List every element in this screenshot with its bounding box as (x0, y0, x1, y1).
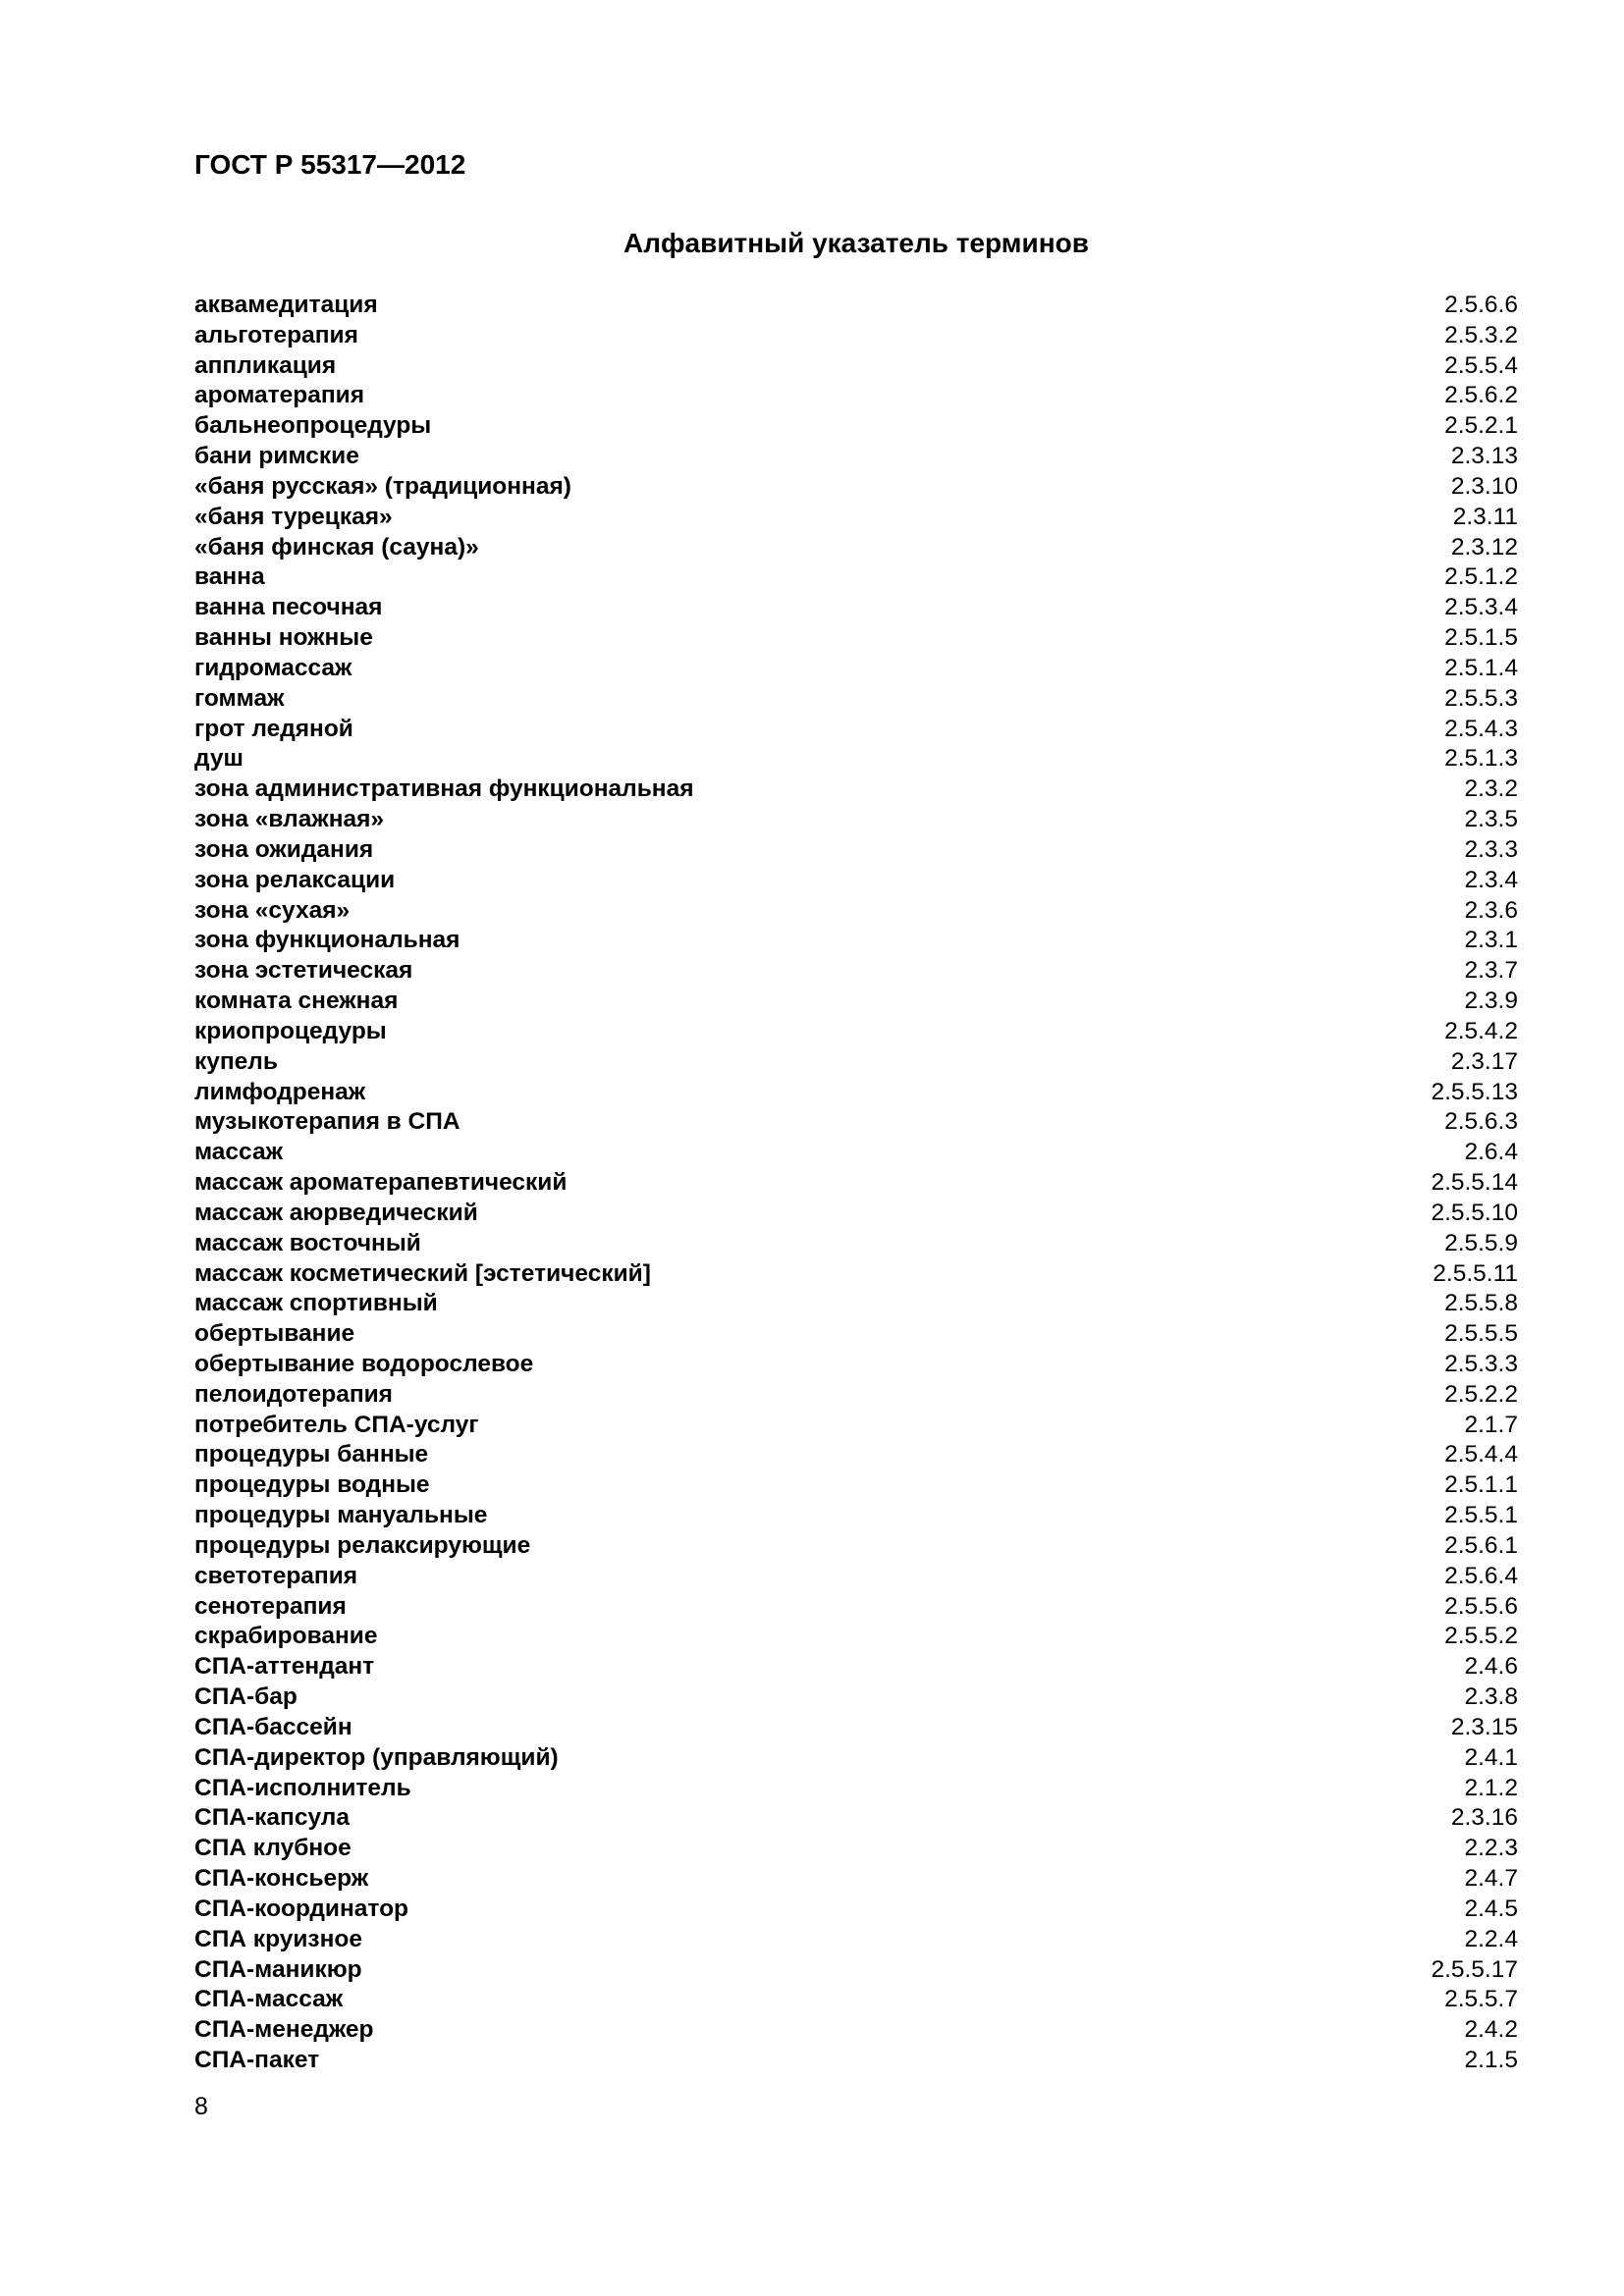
index-entry (194, 1411, 1518, 1441)
index-reference: 2.5.5.14 (1431, 1169, 1518, 1197)
index-entry (194, 321, 1518, 351)
index-entry (194, 411, 1518, 442)
index-reference: 2.5.5.11 (1433, 1259, 1518, 1287)
index-term: душ (194, 745, 244, 773)
index-reference: 2.5.1.1 (1444, 1471, 1518, 1499)
index-reference: 2.2.4 (1464, 1925, 1518, 1952)
index-reference: 2.5.5.3 (1444, 684, 1518, 712)
index-term: аквамедитация (194, 292, 378, 318)
index-term: зона «влажная» (194, 806, 385, 833)
index-term: зона административная функциональная (194, 775, 694, 803)
index-entry (194, 744, 1518, 774)
index-entry (194, 835, 1518, 866)
index-entry (194, 1017, 1518, 1047)
index-reference: 2.5.4.4 (1444, 1441, 1518, 1468)
index-reference: 2.3.1 (1464, 927, 1518, 954)
index-term: СПА-капсула (194, 1804, 350, 1832)
index-reference: 2.5.6.2 (1444, 382, 1518, 409)
index-entry (194, 1985, 1518, 2015)
index-term: музыкотерапия в СПА (194, 1108, 460, 1136)
index-entry (194, 684, 1518, 715)
index-term: СПА круизное (194, 1925, 362, 1952)
index-term: «баня финская (сауна)» (194, 533, 479, 561)
index-reference: 2.4.7 (1464, 1865, 1518, 1893)
index-entry (194, 1652, 1518, 1682)
index-reference: 2.5.1.2 (1444, 563, 1518, 591)
index-term: бани римские (194, 443, 359, 470)
index-entry (194, 472, 1518, 503)
index-reference: 2.3.5 (1464, 806, 1518, 833)
index-term: СПА-координатор (194, 1895, 409, 1922)
index-term: криопроцедуры (194, 1017, 387, 1044)
index-reference: 2.3.15 (1450, 1713, 1518, 1740)
index-entry (194, 1350, 1518, 1380)
index-reference: 2.3.17 (1450, 1047, 1518, 1075)
index-entry (194, 2046, 1518, 2076)
index-term: СПА-массаж (194, 1986, 344, 2013)
index-reference: 2.5.3.4 (1444, 594, 1518, 621)
index-reference: 2.2.3 (1464, 1835, 1518, 1862)
index-term: зона релаксации (194, 866, 396, 893)
index-term: светотерапия (194, 1562, 358, 1589)
index-entry (194, 1925, 1518, 1955)
index-reference: 2.3.9 (1464, 988, 1518, 1015)
index-reference: 2.6.4 (1464, 1139, 1518, 1166)
index-reference: 2.5.5.2 (1444, 1623, 1518, 1650)
index-reference: 2.3.4 (1464, 866, 1518, 893)
index-entry (194, 503, 1518, 533)
index-term: СПА-бассейн (194, 1713, 352, 1740)
index-entry (194, 1259, 1518, 1290)
index-entry (194, 1864, 1518, 1895)
index-term: СПА-менеджер (194, 2016, 374, 2044)
index-entry (194, 1955, 1518, 1986)
index-term: гидромассаж (194, 654, 352, 681)
index-entry (194, 774, 1518, 805)
index-term: СПА-директор (управляющий) (194, 1743, 559, 1771)
index-term: пелоидотерапия (194, 1380, 393, 1408)
index-entry (194, 1470, 1518, 1501)
index-reference: 2.5.6.6 (1444, 292, 1518, 318)
index-entry (194, 926, 1518, 956)
index-reference: 2.5.4.2 (1444, 1017, 1518, 1044)
index-term: массаж спортивный (194, 1290, 438, 1317)
index-reference: 2.3.16 (1450, 1804, 1518, 1832)
index-term: СПА-консьерж (194, 1865, 369, 1893)
index-entry (194, 1440, 1518, 1470)
index-reference: 2.5.4.3 (1444, 715, 1518, 742)
index-term: зона «сухая» (194, 896, 351, 924)
index-entry (194, 1229, 1518, 1259)
index-reference: 2.5.3.2 (1444, 321, 1518, 348)
index-term: бальнеопроцедуры (194, 412, 432, 440)
index-entry (194, 2015, 1518, 2046)
index-reference: 2.3.3 (1464, 835, 1518, 863)
index-term: альготерапия (194, 321, 358, 348)
index-term: ванна песочная (194, 594, 383, 621)
index-entry (194, 623, 1518, 654)
index-reference: 2.5.5.10 (1431, 1199, 1518, 1226)
index-term: СПА-аттендант (194, 1653, 375, 1681)
index-reference: 2.3.6 (1464, 896, 1518, 924)
index-term: купель (194, 1047, 278, 1075)
index-reference: 2.4.1 (1464, 1743, 1518, 1771)
index-entry (194, 562, 1518, 593)
index-term: СПА-маникюр (194, 1955, 362, 1983)
term-index-list (194, 291, 1518, 2076)
index-reference: 2.1.2 (1464, 1774, 1518, 1801)
index-entry (194, 987, 1518, 1017)
index-term: процедуры релаксирующие (194, 1531, 531, 1559)
index-entry (194, 1047, 1518, 1078)
index-entry (194, 654, 1518, 684)
index-entry (194, 896, 1518, 927)
index-term: зона функциональная (194, 927, 460, 954)
document-code: ГОСТ Р 55317—2012 (194, 149, 466, 180)
index-entry (194, 1682, 1518, 1713)
index-reference: 2.5.5.13 (1431, 1078, 1518, 1105)
index-term: СПА клубное (194, 1835, 352, 1862)
index-term: «баня русская» (традиционная) (194, 472, 571, 500)
index-term: обертывание водорослевое (194, 1350, 534, 1377)
index-reference: 2.5.2.2 (1444, 1380, 1518, 1408)
index-reference: 2.1.5 (1464, 2047, 1518, 2074)
index-term: гоммаж (194, 684, 285, 712)
index-entry (194, 1107, 1518, 1138)
index-entry (194, 1713, 1518, 1743)
index-reference: 2.5.6.4 (1444, 1562, 1518, 1589)
index-term: СПА-бар (194, 1683, 298, 1711)
index-reference: 2.5.1.5 (1444, 624, 1518, 652)
index-reference: 2.5.6.3 (1444, 1108, 1518, 1136)
index-entry (194, 956, 1518, 987)
index-entry (194, 381, 1518, 411)
index-reference: 2.5.5.8 (1444, 1290, 1518, 1317)
index-entry (194, 1380, 1518, 1411)
index-entry (194, 1895, 1518, 1925)
index-term: потребитель СПА-услуг (194, 1411, 479, 1438)
index-term: аппликация (194, 351, 337, 379)
index-reference: 2.5.5.6 (1444, 1592, 1518, 1620)
index-reference: 2.5.5.4 (1444, 351, 1518, 379)
index-term: СПА-пакет (194, 2047, 320, 2074)
index-reference: 2.5.5.7 (1444, 1986, 1518, 2013)
index-entry (194, 1501, 1518, 1531)
index-reference: 2.5.1.3 (1444, 745, 1518, 773)
index-entry (194, 533, 1518, 563)
index-term: сенотерапия (194, 1592, 347, 1620)
index-entry (194, 1562, 1518, 1592)
index-reference: 2.3.8 (1464, 1683, 1518, 1711)
index-term: скрабирование (194, 1623, 378, 1650)
index-entry (194, 805, 1518, 835)
index-term: грот ледяной (194, 715, 353, 742)
index-term: массаж косметический [эстетический] (194, 1259, 651, 1287)
index-term: процедуры мануальные (194, 1502, 488, 1529)
index-entry (194, 715, 1518, 745)
index-entry (194, 1138, 1518, 1168)
index-reference: 2.1.7 (1464, 1411, 1518, 1438)
index-reference: 2.5.5.5 (1444, 1320, 1518, 1348)
index-reference: 2.5.1.4 (1444, 654, 1518, 681)
index-entry (194, 866, 1518, 896)
index-reference: 2.5.6.1 (1444, 1531, 1518, 1559)
index-term: процедуры водные (194, 1471, 430, 1499)
page-number: 8 (194, 2093, 208, 2120)
index-entry (194, 1531, 1518, 1562)
index-reference: 2.4.6 (1464, 1653, 1518, 1681)
index-entry (194, 593, 1518, 623)
index-term: ванна (194, 563, 265, 591)
index-term: массаж аюрведический (194, 1199, 478, 1226)
index-term: массаж ароматерапевтический (194, 1169, 568, 1197)
index-entry (194, 1199, 1518, 1229)
index-reference: 2.4.5 (1464, 1895, 1518, 1922)
index-term: процедуры банные (194, 1441, 429, 1468)
index-reference: 2.5.5.17 (1431, 1955, 1518, 1983)
index-entry (194, 1078, 1518, 1108)
index-term: «баня турецкая» (194, 503, 393, 530)
index-reference: 2.3.12 (1450, 533, 1518, 561)
index-reference: 2.5.5.9 (1444, 1229, 1518, 1256)
index-entry (194, 1289, 1518, 1319)
index-entry (194, 1592, 1518, 1623)
index-reference: 2.5.5.1 (1444, 1502, 1518, 1529)
index-reference: 2.3.10 (1450, 472, 1518, 500)
index-entry (194, 291, 1518, 321)
index-term: зона эстетическая (194, 957, 413, 985)
index-title: Алфавитный указатель терминов (623, 228, 1089, 258)
index-reference: 2.3.7 (1464, 957, 1518, 985)
index-term: зона ожидания (194, 835, 374, 863)
index-reference: 2.3.13 (1450, 443, 1518, 470)
index-entry (194, 442, 1518, 472)
index-term: ароматерапия (194, 382, 365, 409)
index-entry (194, 1743, 1518, 1774)
index-entry (194, 1803, 1518, 1834)
index-entry (194, 1774, 1518, 1804)
index-reference: 2.4.2 (1464, 2016, 1518, 2044)
index-term: массаж (194, 1139, 283, 1166)
index-entry (194, 1834, 1518, 1864)
index-term: СПА-исполнитель (194, 1774, 411, 1801)
index-entry (194, 351, 1518, 382)
index-entry (194, 1622, 1518, 1652)
index-term: обертывание (194, 1320, 355, 1348)
index-term: комната снежная (194, 988, 399, 1015)
index-reference: 2.3.11 (1452, 503, 1518, 530)
index-reference: 2.5.3.3 (1444, 1350, 1518, 1377)
index-entry (194, 1319, 1518, 1350)
index-entry (194, 1168, 1518, 1199)
index-term: массаж восточный (194, 1229, 421, 1256)
index-reference: 2.5.2.1 (1444, 412, 1518, 440)
index-term: лимфодренаж (194, 1078, 366, 1105)
index-reference: 2.3.2 (1464, 775, 1518, 803)
index-term: ванны ножные (194, 624, 373, 652)
